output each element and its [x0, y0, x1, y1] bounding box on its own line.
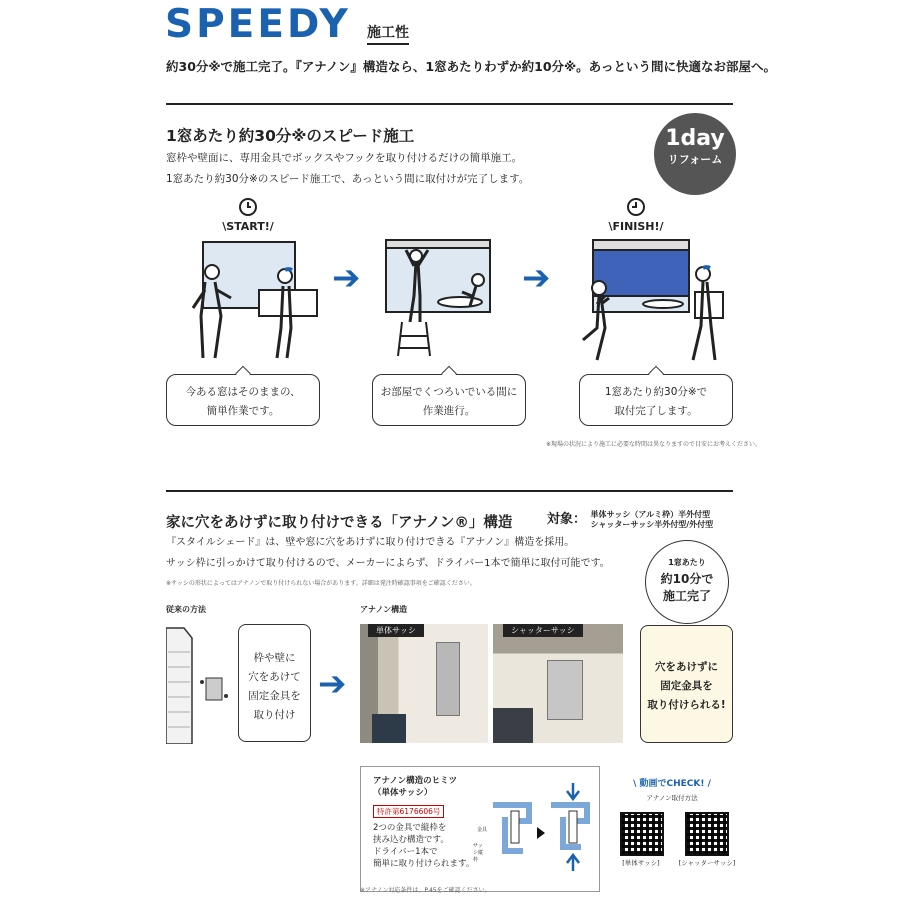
result-line: 取り付けられる!: [647, 699, 726, 711]
qr-code-shutter-sash[interactable]: [685, 812, 729, 856]
section2-note: ※サッシの形状によってはアナノンで取り付けられない場合があります。詳細は発注時確認事項をご確認ください。: [166, 580, 476, 587]
qr-label: [単体サッシ]: [622, 859, 660, 867]
section1-body: [166, 148, 529, 190]
lead-text: 約30分※で施工完了。『アナノン』構造なら、1窓あたりわずか約10分※。あっという間に快適なお部屋へ。: [166, 59, 777, 74]
conv-line: 固定金具を: [248, 690, 301, 702]
clamp-diagram: [489, 777, 595, 877]
conv-line: 取り付け: [253, 709, 296, 721]
bubble-line: 簡単作業です。: [206, 405, 280, 417]
bracket-image: [436, 642, 460, 716]
result-line: 固定金具を: [660, 680, 713, 692]
bracket-image: [547, 660, 583, 720]
bubble-line: 1窓あたり約30分※で: [604, 386, 708, 398]
conventional-illustration: [166, 622, 236, 744]
arrow-right-icon: ➔: [332, 258, 361, 298]
window-glass: [493, 708, 533, 743]
photo-label: シャッターサッシ: [503, 624, 583, 637]
window-glass: [372, 714, 406, 743]
badge-small-text: リフォーム: [667, 153, 723, 166]
arrow-right-icon: ➔: [318, 664, 347, 704]
start-label: \START!/: [222, 220, 274, 233]
target-label: 対象：: [547, 512, 587, 527]
step-bubble: [372, 374, 526, 426]
secret-line: 簡単に取り付けられます。: [373, 859, 475, 869]
conv-line: 穴をあけて: [248, 671, 301, 683]
target-line: シャッターサッシ半外付型/外付型: [590, 519, 714, 529]
secret-subtitle: （単体サッシ）: [373, 788, 433, 798]
bubble-line: お部屋でくつろいでいる間に: [380, 386, 518, 398]
conv-line: 枠や壁に: [253, 652, 296, 664]
section2-body: [166, 532, 610, 574]
section2-heading: 家に穴をあけずに取り付けできる「アナノン®」構造: [166, 515, 513, 531]
clock-icon: [238, 197, 258, 217]
result-line: 穴をあけずに: [655, 661, 718, 673]
single-sash-photo: [360, 624, 488, 743]
section2-body-line: サッシ枠に引っかけて取り付けるので、メーカーによらず、ドライバー1本で簡単に取付可能です。: [166, 558, 610, 569]
bubble-line: 取付完了します。: [614, 405, 698, 417]
ten-minute-badge: [645, 540, 729, 624]
badge2-line: 1窓あたり: [668, 558, 706, 567]
diagram-label-frame: サッシ縦枠: [473, 843, 484, 863]
target-box: [547, 508, 713, 530]
bubble-line: 作業進行。: [422, 405, 476, 417]
badge2-line: 施工完了: [662, 589, 711, 603]
start-illustration: [185, 238, 325, 368]
video-subheading: アナノン取付方法: [646, 794, 698, 802]
secret-note: ※アナノン対応条件は、P.45をご確認ください。: [360, 887, 491, 894]
section1-note: ※現場の状況により施工に必要な時間は異なりますので目安にお考えください。: [546, 441, 762, 448]
badge2-line: 約10分で: [660, 572, 714, 586]
secret-line: 挟み込む構造です。: [373, 835, 449, 845]
finish-illustration: [575, 236, 735, 368]
step-bubble: [579, 374, 733, 426]
conventional-label: 従来の方法: [166, 605, 206, 614]
section2-body-line: 『スタイルシェード』は、壁や窓に穴をあけずに取り付けできる『アナノン』構造を採用。: [166, 537, 575, 548]
badge-big-text: 1day: [665, 126, 725, 151]
conventional-card: [238, 624, 311, 742]
secret-line: 2つの金具で縦枠を: [373, 823, 447, 833]
ananon-label: アナノン構造: [360, 605, 408, 614]
secret-line: ドライバー1本で: [373, 847, 438, 857]
page-title: SPEEDY: [165, 2, 351, 47]
section1-heading: 1窓あたり約30分※のスピード施工: [166, 127, 415, 145]
divider: [166, 490, 733, 492]
oneday-badge: [654, 113, 736, 195]
working-illustration: [380, 236, 520, 366]
patent-number: 特許第6176606号: [373, 805, 444, 818]
target-line: 単体サッシ（アルミ枠）半外付型: [590, 509, 711, 519]
shutter-sash-photo: [493, 624, 623, 743]
step-bubble: [166, 374, 320, 426]
secret-title: アナノン構造のヒミツ: [373, 776, 458, 786]
section1-body-line: 1窓あたり約30分※のスピード施工で、あっという間に取付けが完了します。: [166, 173, 530, 185]
photo-label: 単体サッシ: [368, 624, 424, 637]
qr-label: [シャッターサッシ]: [678, 859, 736, 867]
clock-icon: [626, 197, 646, 217]
section1-body-line: 窓枠や壁面に、専用金具でボックスやフックを取り付けるだけの簡単施工。: [166, 152, 523, 164]
finish-label: \FINISH!/: [608, 220, 664, 233]
arrow-right-icon: ➔: [522, 258, 551, 298]
qr-code-single-sash[interactable]: [620, 812, 664, 856]
bubble-line: 今ある窓はそのままの、: [185, 386, 301, 398]
ananon-secret-box: [360, 766, 600, 892]
divider: [166, 103, 733, 105]
page-subtitle: 施工性: [367, 22, 409, 45]
result-card: [640, 625, 733, 743]
diagram-label-bracket: 金具: [477, 827, 488, 833]
video-heading: \ 動画でCHECK! /: [633, 779, 711, 789]
